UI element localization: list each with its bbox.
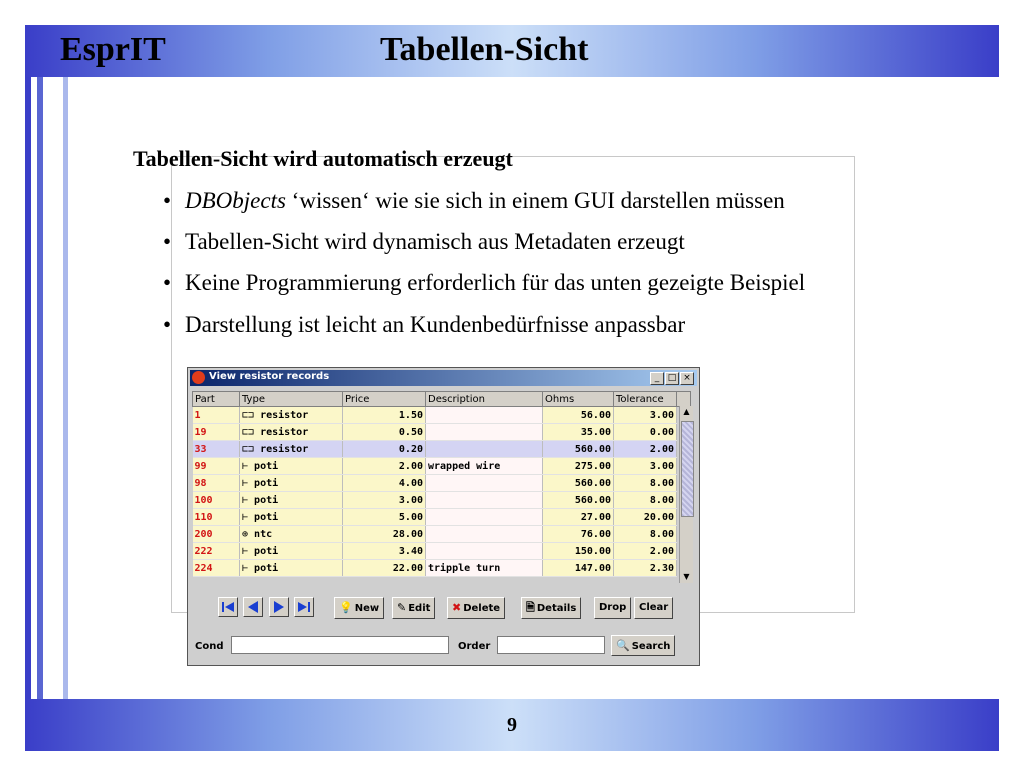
details-button[interactable] bbox=[521, 597, 581, 619]
navigation-toolbar bbox=[188, 597, 699, 619]
close-button[interactable]: × bbox=[680, 372, 694, 385]
cell-ohms[interactable]: 27.00 bbox=[543, 509, 614, 526]
scroll-up-icon[interactable]: ▲ bbox=[683, 407, 690, 416]
cell-price[interactable]: 3.00 bbox=[343, 492, 426, 509]
bullet-text: Darstellung ist leicht an Kundenbedürfnisse anpassbar bbox=[185, 312, 686, 337]
window-titlebar[interactable] bbox=[190, 370, 697, 386]
resistor-window bbox=[187, 367, 700, 666]
cell-price[interactable]: 2.00 bbox=[343, 458, 426, 475]
cell-ohms[interactable]: 35.00 bbox=[543, 424, 614, 441]
cell-price[interactable]: 4.00 bbox=[343, 475, 426, 492]
cell-type[interactable] bbox=[240, 560, 343, 577]
cell-description[interactable] bbox=[426, 475, 543, 492]
cell-price[interactable]: 28.00 bbox=[343, 526, 426, 543]
poti-icon: ⊢ bbox=[242, 460, 255, 472]
type-text: ntc bbox=[254, 528, 273, 540]
cell-description[interactable] bbox=[426, 526, 543, 543]
cell-part[interactable]: 19 bbox=[193, 424, 240, 441]
window-title: View resistor records bbox=[209, 371, 330, 382]
table-row[interactable] bbox=[193, 526, 691, 543]
cell-description[interactable]: wrapped wire bbox=[426, 458, 543, 475]
bullet-item: • Tabellen-Sicht wird dynamisch aus Metadaten erzeugt bbox=[163, 229, 685, 254]
bullet-text: Tabellen-Sicht wird dynamisch aus Metadaten erzeugt bbox=[185, 229, 685, 254]
col-header-ohms[interactable]: Ohms bbox=[543, 392, 614, 407]
delete-icon: ✖ bbox=[452, 601, 462, 614]
type-text: resistor bbox=[260, 426, 309, 438]
cell-ohms[interactable]: 147.00 bbox=[543, 560, 614, 577]
table-header-row bbox=[193, 392, 691, 407]
poti-icon: ⊢ bbox=[242, 494, 255, 506]
records-table bbox=[192, 391, 691, 577]
bullet-item: • DBObjects ‘wissen‘ wie sie sich in einem GUI darstellen müssen bbox=[163, 188, 785, 213]
first-icon bbox=[222, 601, 234, 613]
last-icon bbox=[298, 601, 310, 613]
cell-part[interactable]: 100 bbox=[193, 492, 240, 509]
col-header-corner bbox=[677, 392, 691, 407]
clear-label: Clear bbox=[639, 602, 669, 613]
cell-type[interactable] bbox=[240, 492, 343, 509]
cell-tolerance[interactable]: 3.00 bbox=[614, 407, 677, 424]
cell-description[interactable] bbox=[426, 543, 543, 560]
cell-part[interactable]: 98 bbox=[193, 475, 240, 492]
col-header-type[interactable]: Type bbox=[240, 392, 343, 407]
type-text: resistor bbox=[260, 443, 309, 455]
brand-title: EsprIT bbox=[60, 31, 166, 68]
table-row[interactable] bbox=[193, 424, 691, 441]
col-header-description[interactable]: Description bbox=[426, 392, 543, 407]
cell-tolerance[interactable]: 8.00 bbox=[614, 526, 677, 543]
content-heading: Tabellen-Sicht wird automatisch erzeugt bbox=[133, 146, 513, 171]
table-body bbox=[193, 407, 691, 577]
left-bar bbox=[63, 77, 68, 699]
cell-tolerance[interactable]: 0.00 bbox=[614, 424, 677, 441]
bullet-italic: DBObjects bbox=[185, 188, 286, 213]
details-label: Details bbox=[536, 603, 577, 614]
cell-type[interactable] bbox=[240, 526, 343, 543]
cell-part[interactable]: 1 bbox=[193, 407, 240, 424]
delete-label: Delete bbox=[463, 603, 501, 614]
cell-part[interactable]: 33 bbox=[193, 441, 240, 458]
app-icon bbox=[192, 371, 205, 384]
cell-type[interactable] bbox=[240, 509, 343, 526]
col-header-tolerance[interactable]: Tolerance bbox=[614, 392, 677, 407]
new-label: New bbox=[354, 603, 380, 614]
cell-tolerance[interactable]: 8.00 bbox=[614, 492, 677, 509]
col-header-part[interactable]: Part bbox=[193, 392, 240, 407]
lightbulb-icon: 💡 bbox=[339, 601, 353, 614]
details-icon: 🗎 bbox=[526, 601, 535, 614]
cell-price[interactable]: 0.20 bbox=[343, 441, 426, 458]
cell-ohms[interactable]: 560.00 bbox=[543, 475, 614, 492]
cell-tolerance[interactable]: 2.00 bbox=[614, 543, 677, 560]
first-record-button[interactable] bbox=[218, 597, 238, 617]
type-text: poti bbox=[254, 562, 279, 574]
poti-icon: ⊢ bbox=[242, 545, 255, 557]
cell-part[interactable]: 200 bbox=[193, 526, 240, 543]
cell-type[interactable] bbox=[240, 441, 343, 458]
previous-record-button[interactable] bbox=[243, 597, 263, 617]
cell-tolerance[interactable]: 20.00 bbox=[614, 509, 677, 526]
order-input[interactable] bbox=[497, 636, 605, 654]
poti-icon: ⊢ bbox=[242, 511, 255, 523]
cell-ohms[interactable]: 150.00 bbox=[543, 543, 614, 560]
previous-icon bbox=[247, 601, 259, 613]
cell-ohms[interactable]: 76.00 bbox=[543, 526, 614, 543]
page-number: 9 bbox=[507, 714, 517, 736]
cell-description[interactable] bbox=[426, 407, 543, 424]
resistor-icon: ⊏⊐ bbox=[242, 409, 261, 421]
table-row[interactable] bbox=[193, 407, 691, 424]
left-bar bbox=[25, 77, 31, 699]
cell-tolerance[interactable]: 2.00 bbox=[614, 441, 677, 458]
cell-description[interactable] bbox=[426, 441, 543, 458]
cell-part[interactable]: 224 bbox=[193, 560, 240, 577]
bullet-item: • Keine Programmierung erforderlich für das unten gezeigte Beispiel bbox=[163, 270, 806, 295]
type-text: poti bbox=[254, 494, 279, 506]
cond-label: Cond bbox=[195, 641, 224, 652]
slide-header bbox=[25, 25, 999, 77]
search-icon: 🔍 bbox=[616, 639, 630, 652]
cell-type[interactable] bbox=[240, 458, 343, 475]
cell-ohms[interactable]: 560.00 bbox=[543, 492, 614, 509]
cell-type[interactable] bbox=[240, 424, 343, 441]
bullet-item: • Darstellung ist leicht an Kundenbedürfnisse anpassbar bbox=[163, 312, 686, 337]
clear-button[interactable] bbox=[634, 597, 673, 619]
cell-description[interactable] bbox=[426, 509, 543, 526]
drop-button[interactable] bbox=[594, 597, 631, 619]
resistor-icon: ⊏⊐ bbox=[242, 443, 261, 455]
table-row[interactable] bbox=[193, 441, 691, 458]
cell-type[interactable] bbox=[240, 407, 343, 424]
cell-ohms[interactable]: 56.00 bbox=[543, 407, 614, 424]
table-row[interactable] bbox=[193, 560, 691, 577]
next-icon bbox=[273, 601, 285, 613]
cell-ohms[interactable]: 560.00 bbox=[543, 441, 614, 458]
type-text: poti bbox=[254, 460, 279, 472]
minimize-button[interactable]: _ bbox=[650, 372, 664, 385]
vertical-scrollbar[interactable] bbox=[679, 406, 693, 583]
ntc-icon: ⊕ bbox=[242, 528, 255, 540]
cell-description[interactable]: tripple turn bbox=[426, 560, 543, 577]
poti-icon: ⊢ bbox=[242, 562, 255, 574]
delete-button[interactable] bbox=[447, 597, 505, 619]
next-record-button[interactable] bbox=[269, 597, 289, 617]
type-text: poti bbox=[254, 545, 279, 557]
cell-description[interactable] bbox=[426, 492, 543, 509]
cell-price[interactable]: 3.40 bbox=[343, 543, 426, 560]
cell-part[interactable]: 222 bbox=[193, 543, 240, 560]
type-text: poti bbox=[254, 511, 279, 523]
scroll-thumb[interactable] bbox=[681, 421, 694, 517]
cell-type[interactable] bbox=[240, 543, 343, 560]
order-label: Order bbox=[458, 641, 491, 652]
cell-ohms[interactable]: 275.00 bbox=[543, 458, 614, 475]
search-button[interactable] bbox=[611, 635, 675, 656]
cell-type[interactable] bbox=[240, 475, 343, 492]
table-row[interactable] bbox=[193, 458, 691, 475]
new-button[interactable] bbox=[334, 597, 384, 619]
cell-part[interactable]: 99 bbox=[193, 458, 240, 475]
cell-price[interactable]: 5.00 bbox=[343, 509, 426, 526]
table-row[interactable] bbox=[193, 492, 691, 509]
edit-label: Edit bbox=[408, 603, 431, 614]
table-row[interactable] bbox=[193, 543, 691, 560]
pencil-icon: ✎ bbox=[397, 601, 407, 614]
search-label: Search bbox=[631, 641, 671, 652]
cell-tolerance[interactable]: 8.00 bbox=[614, 475, 677, 492]
left-bar bbox=[37, 77, 43, 699]
cell-price[interactable]: 22.00 bbox=[343, 560, 426, 577]
slide-title: Tabellen-Sicht bbox=[380, 31, 589, 68]
cell-tolerance[interactable]: 3.00 bbox=[614, 458, 677, 475]
col-header-price[interactable]: Price bbox=[343, 392, 426, 407]
bullet-text: ‘wissen‘ wie sie sich in einem GUI darstellen müssen bbox=[285, 188, 785, 213]
table-row[interactable] bbox=[193, 475, 691, 492]
cell-price[interactable]: 0.50 bbox=[343, 424, 426, 441]
cell-tolerance[interactable]: 2.30 bbox=[614, 560, 677, 577]
cond-input[interactable] bbox=[231, 636, 449, 654]
type-text: poti bbox=[254, 477, 279, 489]
maximize-button[interactable]: □ bbox=[665, 372, 679, 385]
slide-footer bbox=[25, 699, 999, 751]
scroll-down-icon[interactable]: ▼ bbox=[683, 572, 690, 581]
cell-price[interactable]: 1.50 bbox=[343, 407, 426, 424]
resistor-icon: ⊏⊐ bbox=[242, 426, 261, 438]
poti-icon: ⊢ bbox=[242, 477, 255, 489]
type-text: resistor bbox=[260, 409, 309, 421]
last-record-button[interactable] bbox=[294, 597, 314, 617]
drop-label: Drop bbox=[599, 602, 627, 613]
bullet-text: Keine Programmierung erforderlich für das unten gezeigte Beispiel bbox=[185, 270, 806, 295]
cell-part[interactable]: 110 bbox=[193, 509, 240, 526]
cell-description[interactable] bbox=[426, 424, 543, 441]
table-row[interactable] bbox=[193, 509, 691, 526]
edit-button[interactable] bbox=[392, 597, 435, 619]
